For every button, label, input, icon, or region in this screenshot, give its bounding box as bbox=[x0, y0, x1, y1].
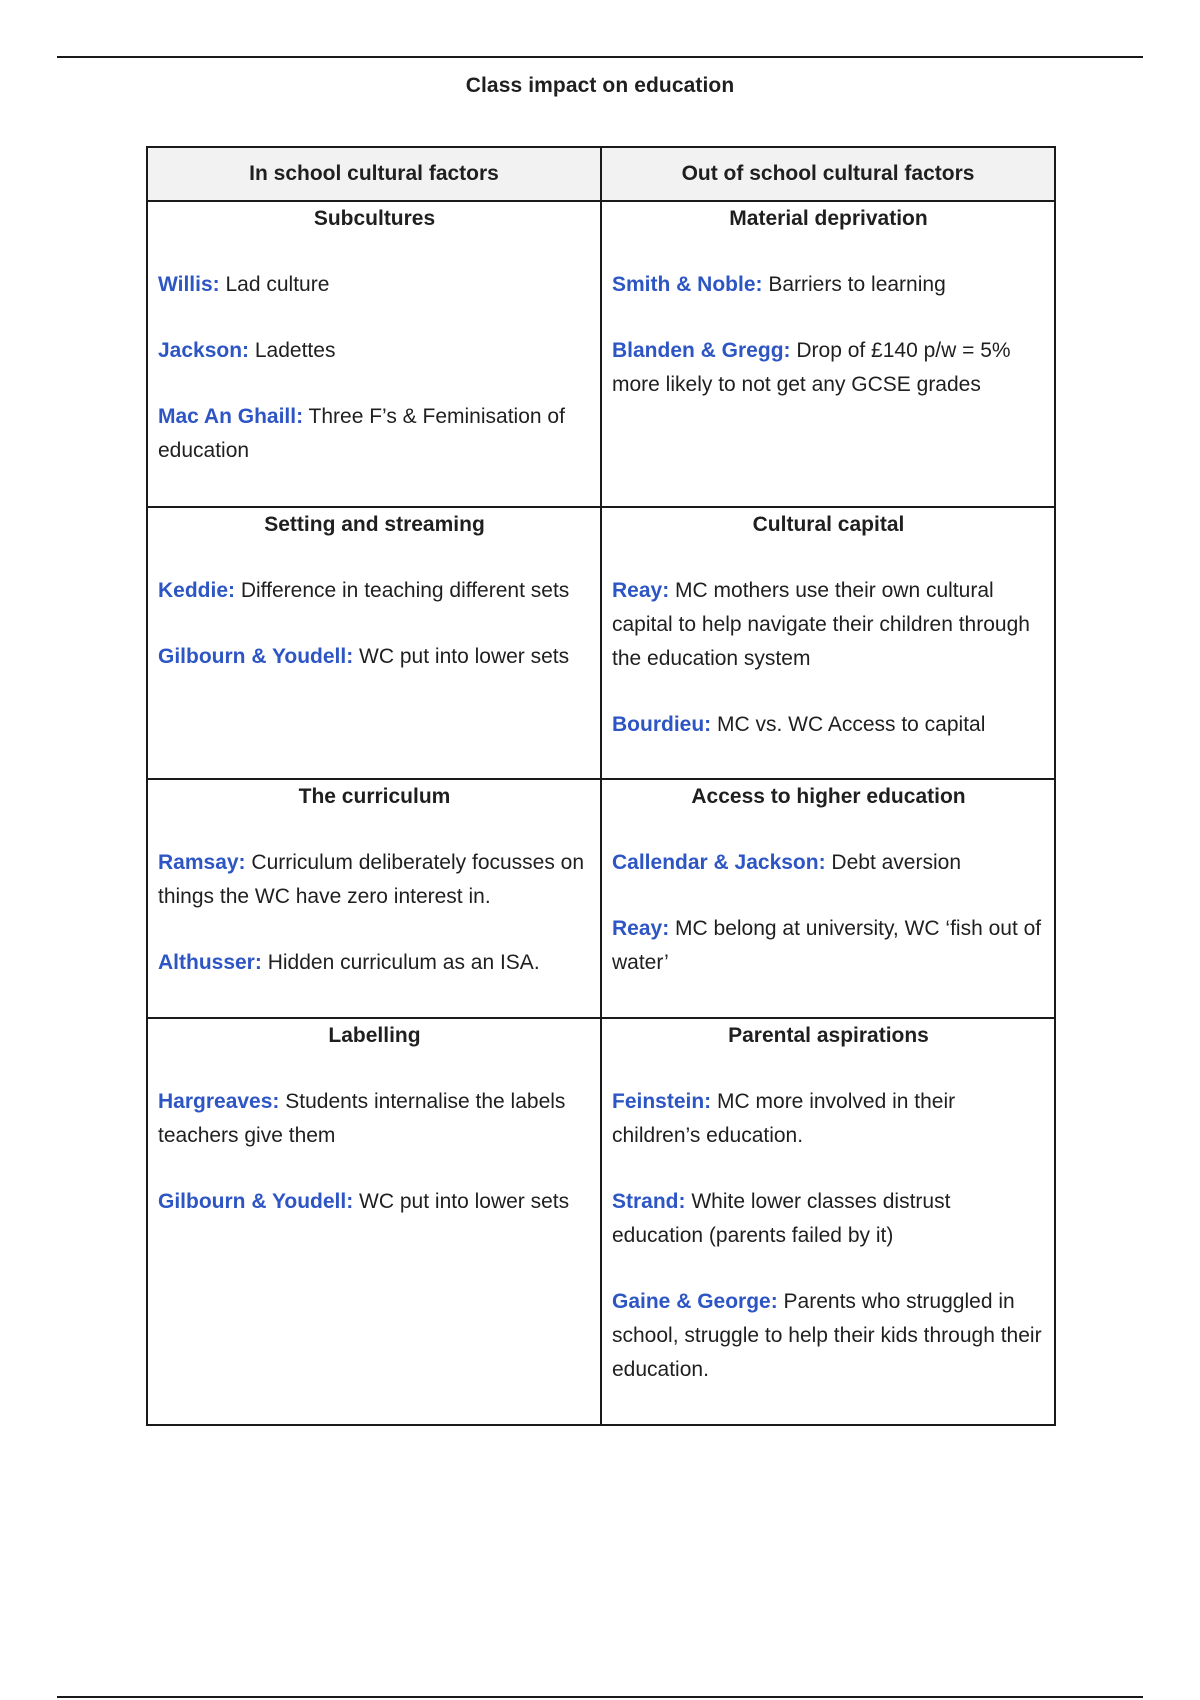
author-name: Reay: bbox=[612, 917, 670, 940]
document-title: Class impact on education bbox=[465, 74, 735, 97]
author-name: Gaine & George: bbox=[612, 1290, 778, 1313]
entry-text: MC mothers use their own cultural capital to help navigate their children through the education system bbox=[612, 579, 1030, 670]
cell-heading: Material deprivation bbox=[729, 207, 928, 230]
author-name: Ramsay: bbox=[158, 851, 246, 874]
factors-table bbox=[146, 146, 1056, 1426]
entry-text: Drop of £140 p/w = 5% more likely to not get any GCSE grades bbox=[612, 339, 1011, 396]
author-name: Althusser: bbox=[158, 951, 262, 974]
entry bbox=[612, 912, 1045, 980]
cell-subcultures bbox=[147, 201, 601, 507]
cell-parental-aspirations bbox=[601, 1018, 1055, 1425]
cell-access-to-higher-education bbox=[601, 779, 1055, 1018]
entry bbox=[612, 1285, 1045, 1387]
column-header-out-of-school: Out of school cultural factors bbox=[601, 147, 1055, 201]
entry-text: Three F’s & Feminisation of education bbox=[158, 405, 565, 462]
cell-heading: Labelling bbox=[328, 1024, 421, 1047]
entry-text: Hidden curriculum as an ISA. bbox=[261, 951, 540, 974]
table-row bbox=[147, 1018, 1055, 1425]
author-name: Gilbourn & Youdell: bbox=[158, 645, 354, 668]
cell-labelling bbox=[147, 1018, 601, 1425]
cell-heading: Cultural capital bbox=[752, 513, 905, 536]
entry bbox=[612, 1185, 1045, 1253]
cell-heading: The curriculum bbox=[298, 785, 451, 808]
entry-text: Parents who struggled in school, struggle to help their kids through their education. bbox=[612, 1290, 1042, 1381]
entry-text: Curriculum deliberately focusses on things the WC have zero interest in. bbox=[158, 851, 585, 908]
entry-text: Debt aversion bbox=[825, 851, 961, 874]
entry-text: Lad culture bbox=[219, 273, 330, 296]
entry bbox=[158, 846, 591, 914]
cell-heading: Setting and streaming bbox=[264, 513, 485, 536]
cell-the-curriculum bbox=[147, 779, 601, 1018]
entry bbox=[158, 1085, 591, 1153]
entry-text: White lower classes distrust education (parents failed by it) bbox=[612, 1190, 951, 1247]
entry-text: WC put into lower sets bbox=[353, 645, 570, 668]
cell-heading: Parental aspirations bbox=[728, 1024, 929, 1047]
entry bbox=[612, 846, 1045, 880]
page-bottom-rule bbox=[57, 1696, 1143, 1698]
entry-text: Students internalise the labels teachers give them bbox=[158, 1090, 566, 1147]
entry-text: WC put into lower sets bbox=[353, 1190, 570, 1213]
entry bbox=[158, 946, 591, 980]
cell-setting-and-streaming bbox=[147, 507, 601, 779]
author-name: Feinstein: bbox=[612, 1090, 712, 1113]
entry bbox=[158, 268, 591, 302]
cell-heading: Subcultures bbox=[313, 207, 436, 230]
table-header-row bbox=[147, 147, 1055, 201]
entry-text: MC belong at university, WC ‘fish out of water’ bbox=[612, 917, 1042, 974]
entry bbox=[158, 640, 591, 674]
cell-material-deprivation bbox=[601, 201, 1055, 507]
author-name: Blanden & Gregg: bbox=[612, 339, 791, 362]
author-name: Mac An Ghaill: bbox=[158, 405, 304, 428]
author-name: Bourdieu: bbox=[612, 713, 712, 736]
table-row bbox=[147, 201, 1055, 507]
entry bbox=[158, 574, 591, 608]
cell-cultural-capital bbox=[601, 507, 1055, 779]
entry bbox=[158, 1185, 591, 1219]
author-name: Keddie: bbox=[158, 579, 236, 602]
author-name: Willis: bbox=[158, 273, 220, 296]
entry bbox=[612, 574, 1045, 676]
entry bbox=[158, 400, 591, 468]
entry-text: Difference in teaching different sets bbox=[235, 579, 570, 602]
table-row bbox=[147, 507, 1055, 779]
author-name: Gilbourn & Youdell: bbox=[158, 1190, 354, 1213]
entry bbox=[612, 708, 1045, 742]
entry-text: MC vs. WC Access to capital bbox=[711, 713, 986, 736]
entry bbox=[158, 334, 591, 368]
entry bbox=[612, 334, 1045, 402]
entry-text: Ladettes bbox=[249, 339, 336, 362]
entry-text: MC more involved in their children’s education. bbox=[612, 1090, 956, 1147]
table-row bbox=[147, 779, 1055, 1018]
entry bbox=[612, 268, 1045, 302]
entry-text: Barriers to learning bbox=[762, 273, 946, 296]
author-name: Jackson: bbox=[158, 339, 250, 362]
entry bbox=[612, 1085, 1045, 1153]
author-name: Hargreaves: bbox=[158, 1090, 280, 1113]
page-top-rule bbox=[57, 56, 1143, 58]
author-name: Reay: bbox=[612, 579, 670, 602]
column-header-in-school: In school cultural factors bbox=[147, 147, 601, 201]
cell-heading: Access to higher education bbox=[691, 785, 966, 808]
author-name: Callendar & Jackson: bbox=[612, 851, 826, 874]
author-name: Strand: bbox=[612, 1190, 686, 1213]
author-name: Smith & Noble: bbox=[612, 273, 763, 296]
